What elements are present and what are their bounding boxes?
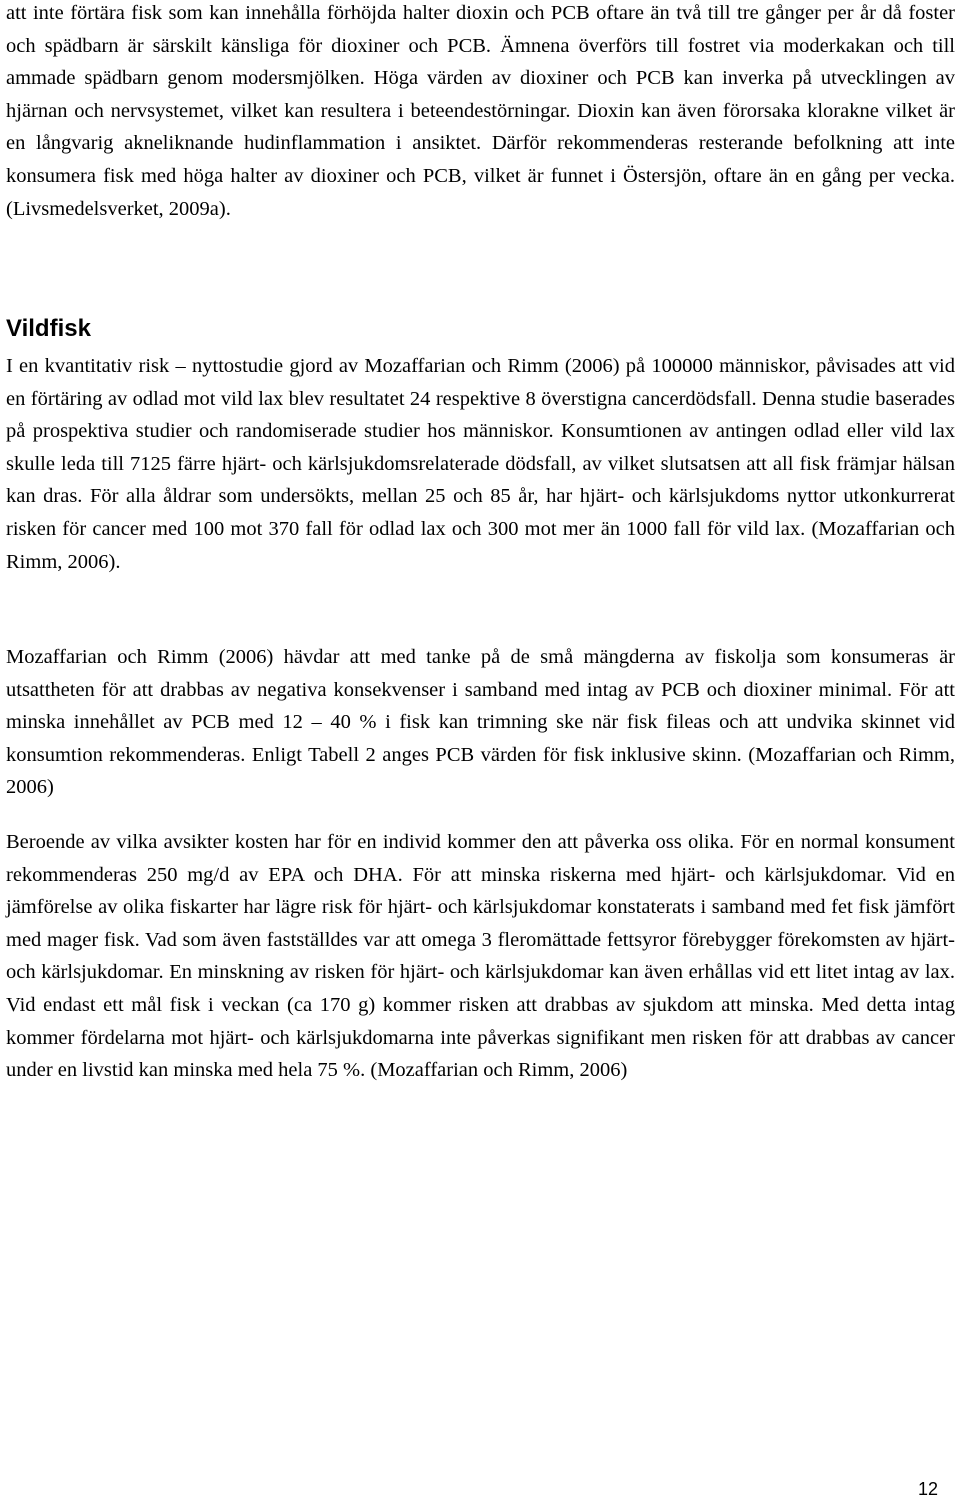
paragraph-risk-benefit-study: I en kvantitativ risk – nyttostudie gjord av Mozaffarian och Rimm (2006) på 100000 människor, påvisades att vid en förtäring av odlad mot vild lax blev resultatet 24 respektive 8 överstigna cancerdödsfall. Denna studie baserades på prospektiva studier och randomiserade studier hos människor. Konsumtionen av antingen odlad eller vild lax skulle leda till 7125 färre hjärt- och kärlsjukdomsrelaterade dödsfall, av vilket slutsatsen att all fisk främjar hälsan kan dras. För alla åldrar som undersökts, mellan 25 och 85 år, har hjärt- och kärlsjukdoms nyttor utkonkurrerat risken för cancer med 100 mot 370 fall för odlad lax och 300 mot mer än 1000 fall för vild lax. (Mozaffarian och Rimm, 2006). — [6, 355, 955, 573]
paragraph-fish-oil-exposure: Mozaffarian och Rimm (2006) hävdar att med tanke på de små mängderna av fiskolja som konsumeras är utsattheten för att drabbas av negativa konsekvenser i samband med intag av PCB och dioxiner minimal. För att minska innehållet av PCB med 12 – 40 % i fisk kan trimning ske när fisk fileas och att undvika skinnet vid konsumtion rekommenderas. Enligt Tabell 2 anges PCB värden för fisk inklusive skinn. (Mozaffarian och Rimm, 2006) — [6, 646, 955, 799]
paragraph-diet-recommendations: Beroende av vilka avsikter kosten har för en individ kommer den att påverka oss olika. För en normal konsument rekommenderas 250 mg/d av EPA och DHA. För att minska riskerna med hjärt- och kärlsjukdomar. Vid en jämförelse av olika fiskarter har lägre risk för hjärt- och kärlsjukdomar konstaterats i samband med fet fisk jämfört med mager fisk. Vad som även fastställdes var att omega 3 fleromättade fettsyror förebygger förekomsten av hjärt- och kärlsjukdomar. En minskning av risken för hjärt- och kärlsjukdomar kan även erhållas vid ett litet intag av lax. Vid endast ett mål fisk i veckan (ca 170 g) kommer risken att drabbas av sjukdom att minska. Med detta intag kommer fördelarna mot hjärt- och kärlsjukdomarna inte påverkas signifikant men risken för att drabbas av cancer under en livstid kan minska med hela 75 %. (Mozaffarian och Rimm, 2006) — [6, 831, 955, 1082]
page-number: 12 — [917, 1479, 938, 1499]
section-heading-vildfisk: Vildfisk — [6, 315, 91, 342]
paragraph-dioxin-pcb-intro: att inte förtära fisk som kan innehålla förhöjda halter dioxin och PCB oftare än två till tre gånger per år då foster och spädbarn är särskilt känsliga för dioxiner och PCB. Ämnena överförs till fostret via moderkakan och till ammade spädbarn genom modersmjölken. Höga värden av dioxiner och PCB kan inverka på utvecklingen av hjärnan och nervsystemet, vilket kan resultera i beteendestörningar. Dioxin kan även förorsaka klorakne vilket är en långvarig akneliknande hudinflammation i ansiktet. Därför rekommenderas resterande befolkning att inte konsumera fisk med höga halter av dioxiner och PCB, vilket är funnet i Östersjön, oftare än en gång per vecka. (Livsmedelsverket, 2009a). — [6, 2, 955, 220]
